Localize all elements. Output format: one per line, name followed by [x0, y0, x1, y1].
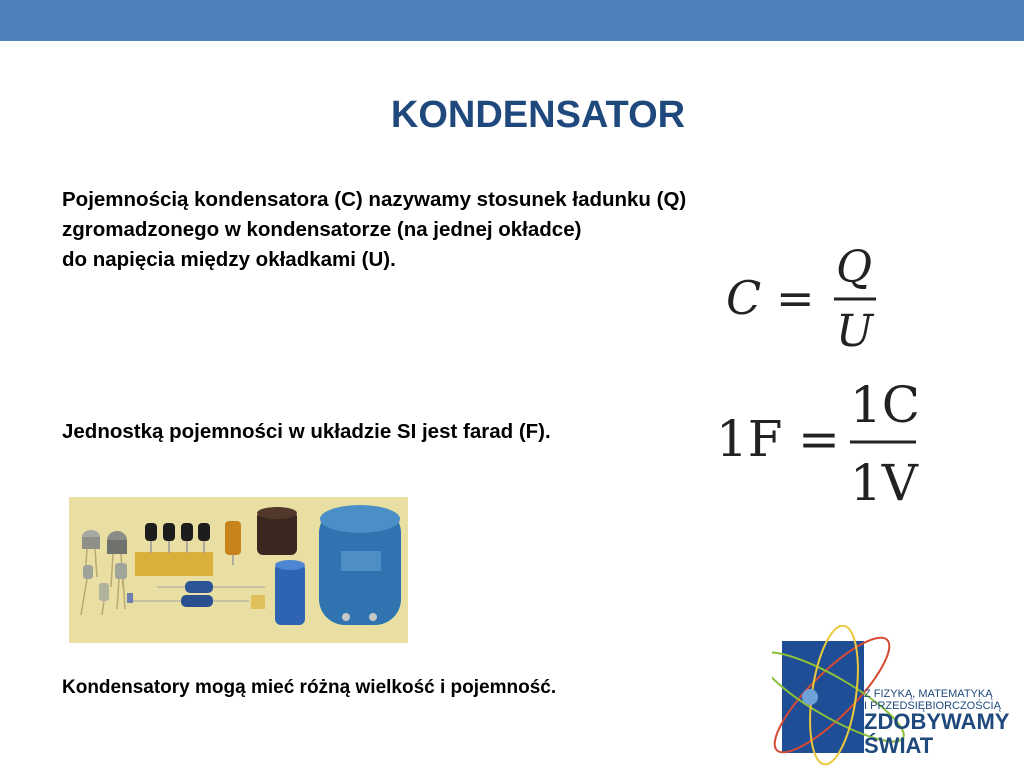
unit-paragraph: Jednostką pojemności w układzie SI jest farad (F). [62, 420, 551, 443]
logo-line-2: I PRZEDSIĘBIORCZOŚCIĄ [864, 700, 1001, 712]
capacitance-formula [720, 240, 890, 360]
logo-line-1: Z FIZYKĄ, MATEMATYKĄ [864, 688, 993, 700]
blue-cylinder-capacitor [275, 560, 305, 625]
top-accent-bar [0, 0, 1024, 41]
large-blue-capacitor [319, 505, 401, 625]
slide-title: KONDENSATOR [390, 94, 686, 136]
formula-denominator: 1V [850, 454, 918, 512]
logo-line-3: ZDOBYWAMY [864, 709, 1010, 734]
caption: Kondensatory mogą mieć różną wielkość i pojemność. [62, 677, 557, 698]
formula-numerator: 1C [850, 376, 921, 434]
project-logo [772, 625, 1024, 768]
farad-formula [712, 372, 932, 512]
formula-denominator: U [836, 306, 874, 357]
logo-line-4: ŚWIAT [864, 733, 934, 758]
globe-icon [802, 689, 818, 705]
formula-equals: = [798, 410, 840, 468]
formula-equals: = [776, 271, 815, 325]
small-capacitor [127, 593, 133, 603]
yellow-capacitor [251, 595, 265, 609]
definition-line: zgromadzonego w kondensatorze (na jednej okładce) [62, 218, 582, 241]
formula-numerator: Q [836, 242, 873, 293]
brown-capacitor [257, 507, 297, 555]
definition-line: do napięcia między okładkami (U). [62, 248, 396, 271]
definition-line: Pojemnością kondensatora (C) nazywamy stosunek ładunku (Q) [62, 188, 687, 211]
capacitors-photo [69, 497, 408, 643]
formula-lhs: 1F [716, 410, 783, 468]
formula-lhs: C [726, 271, 762, 325]
